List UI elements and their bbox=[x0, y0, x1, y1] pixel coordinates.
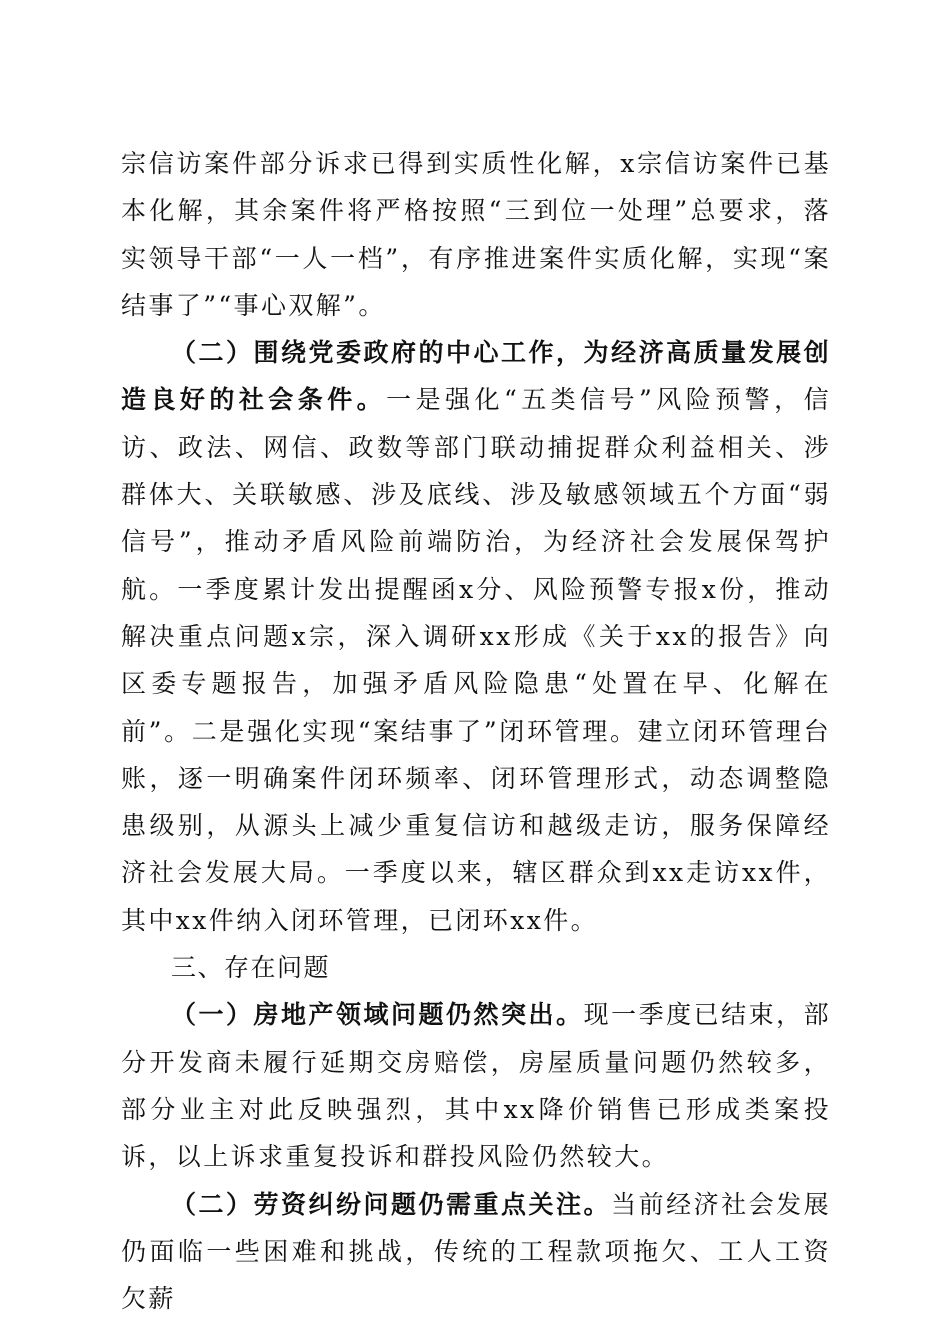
paragraph-text: 现一季度已结束，部分开发商未履行延期交房赔偿，房屋质量问题仍然较多，部分业主对此反映强烈，其中xx降价销售已形成类案投诉，以上诉求重复投诉和群投风险仍然较大。 bbox=[121, 1000, 831, 1172]
paragraph-text: 宗信访案件部分诉求已得到实质性化解，x宗信访案件已基本化解，其余案件将严格按照“三到位一处理”总要求，落实领导干部“一人一档”，有序推进案件实质化解，实现“案结事了”“事心双解”。 bbox=[121, 149, 831, 320]
section-heading bbox=[121, 944, 831, 991]
paragraph-lead: （二）围绕党委政府的中心工作，为经济高质量发展创造良好的社会条件。 bbox=[121, 338, 831, 415]
section-heading-text: 三、存在问题 bbox=[171, 953, 331, 983]
paragraph-lead: （二）劳资纠纷问题仍需重点关注。 bbox=[171, 1189, 612, 1219]
document-body bbox=[121, 140, 831, 1322]
paragraph-lead: （一）房地产领域问题仍然突出。 bbox=[171, 1000, 584, 1030]
paragraph-text: 当前经济社会发展仍面临一些困难和挑战，传统的工程款项拖欠、工人工资欠薪 bbox=[121, 1189, 832, 1314]
paragraph-issue-2 bbox=[121, 1181, 831, 1323]
paragraph-text: 一是强化“五类信号”风险预警，信访、政法、网信、政数等部门联动捕捉群众利益相关、涉群体大、关联敏感、涉及底线、涉及敏感领域五个方面“弱信号”，推动矛盾风险前端防治，为经济社会发展保驾护航。一季度累计发出提醒函x分、风险预警专报x份，推动解决重点问题x宗，深入调研xx形成《关于xx的报告》向区委专题报告，加强矛盾风险隐患“处置在早、化解在前”。二是强化实现“案结事了”闭环管理。建立闭环管理台账，逐一明确案件闭环频率、闭环管理形式，动态调整隐患级别，从源头上减少重复信访和越级走访，服务保障经济社会发展大局。一季度以来，辖区群众到xx走访xx件，其中xx件纳入闭环管理，已闭环xx件。 bbox=[121, 385, 831, 935]
paragraph-issue-1 bbox=[121, 991, 831, 1180]
paragraph-section-2 bbox=[121, 329, 831, 944]
paragraph-continued bbox=[121, 140, 831, 329]
